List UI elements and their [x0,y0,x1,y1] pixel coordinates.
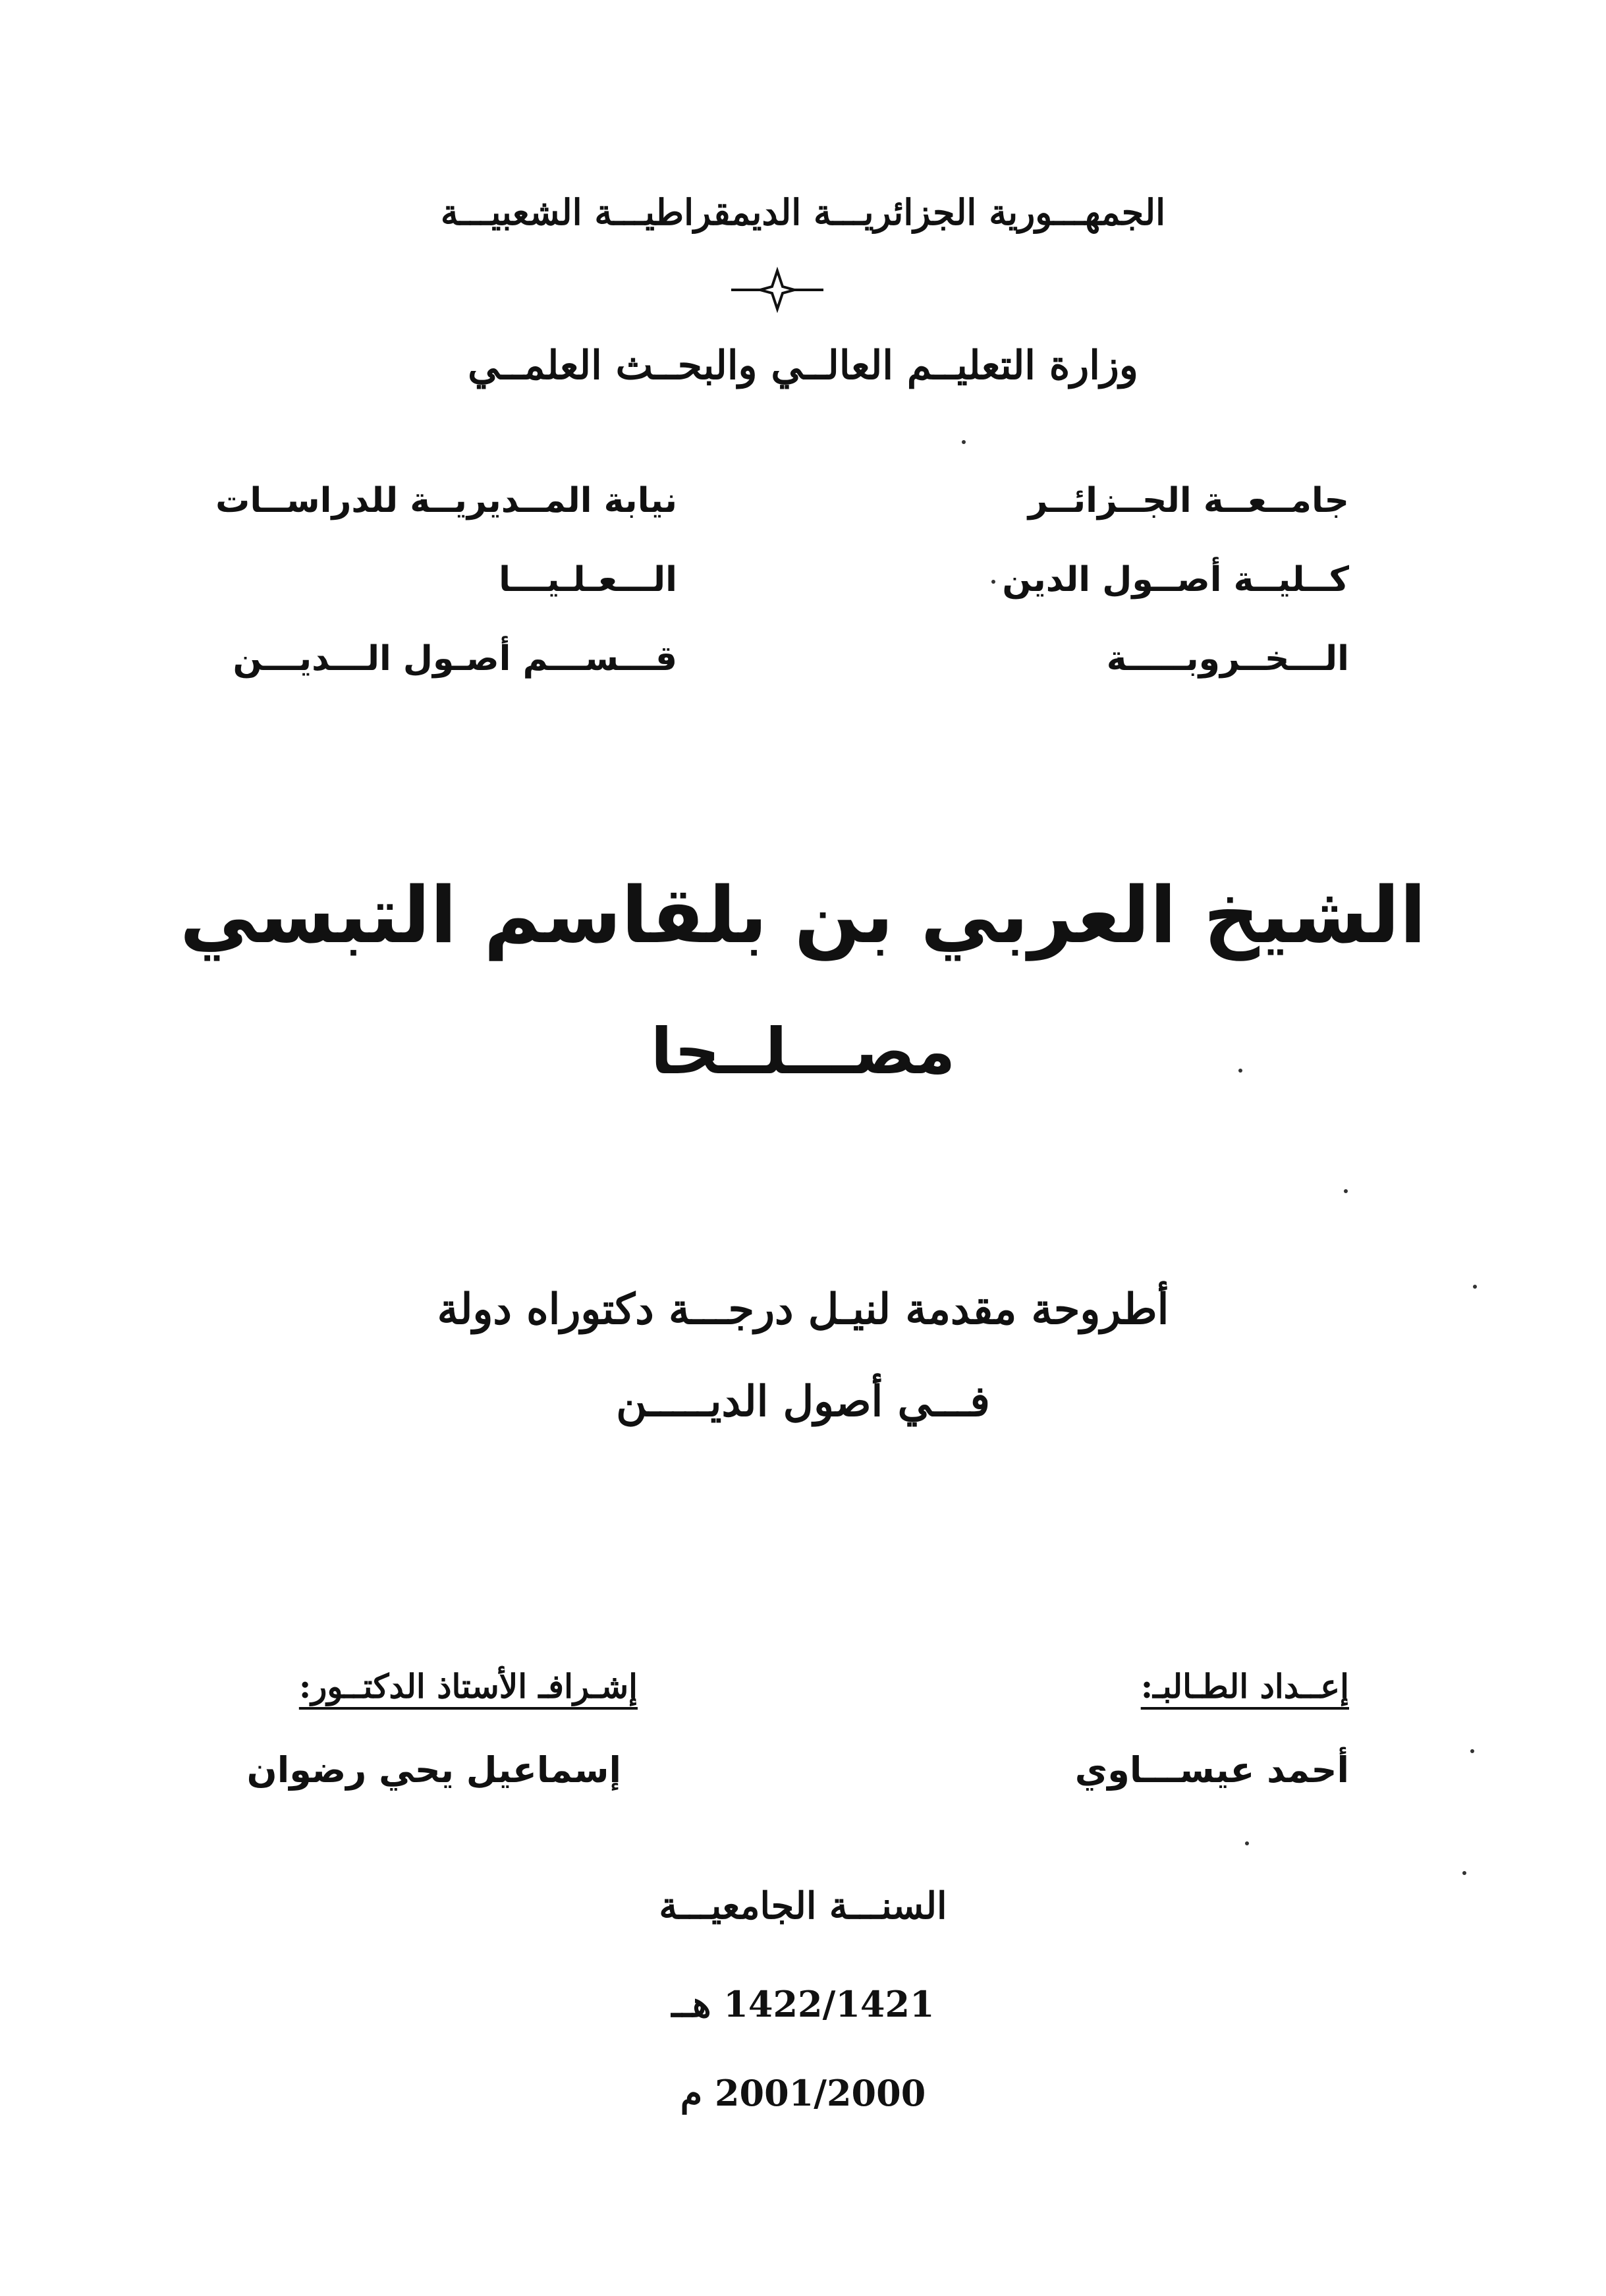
scan-speck [991,580,995,584]
republic-heading: الجمهـــورية الجزائريـــة الديمقراطيـــة الشعبيـــة [440,191,1166,233]
thesis-purpose: أطروحة مقدمة لنيـل درجـــة دكتوراه دولة [437,1285,1169,1334]
directorate-line-1: نيابة المــديريــة للدراســات [215,481,677,520]
department-name: قـــســـم أصـول الـــديـــن [233,639,677,679]
supervisor-label: إشـرافـ الأستاذ الدكتــور: [298,1667,638,1706]
scan-speck [1470,1749,1474,1753]
university-name: جامــعــة الجــزائــر [1028,481,1349,520]
thesis-field: فـــي أصول الديـــــن [616,1377,990,1426]
scan-speck [1245,1841,1249,1845]
academic-year-gregorian: 2001/2000 م [680,2072,926,2114]
scan-speck [1238,1069,1242,1073]
diamond-ornament-icon [731,267,823,313]
faculty-name: كــليــة أصــول الدين [1002,560,1349,600]
ministry-heading: وزارة التعليــم العالــي والبحــث العلمــي [468,343,1138,389]
directorate-line-2: الـــعـلـيـــا [499,560,677,600]
student-label: إعــداد الطـالبـ: [1140,1667,1349,1706]
scan-speck [962,440,966,444]
campus-name: الـــخــروبـــــة [1106,639,1349,679]
supervisor-name: إسماعيل يحي رضوان [246,1749,621,1791]
scan-speck [1473,1285,1477,1289]
thesis-title: الشيخ العربي بن بلقاسم التبسي [179,870,1427,961]
thesis-subtitle: مصـــلــحا [650,1015,956,1088]
academic-year-hijri: 1422/1421 هــ [671,1983,935,2025]
scan-speck [1344,1189,1348,1193]
academic-year-label: السنـــة الجامعيـــة [659,1884,947,1928]
student-name: أحمد عيســـاوي [1074,1749,1349,1791]
scan-speck [1462,1871,1466,1875]
